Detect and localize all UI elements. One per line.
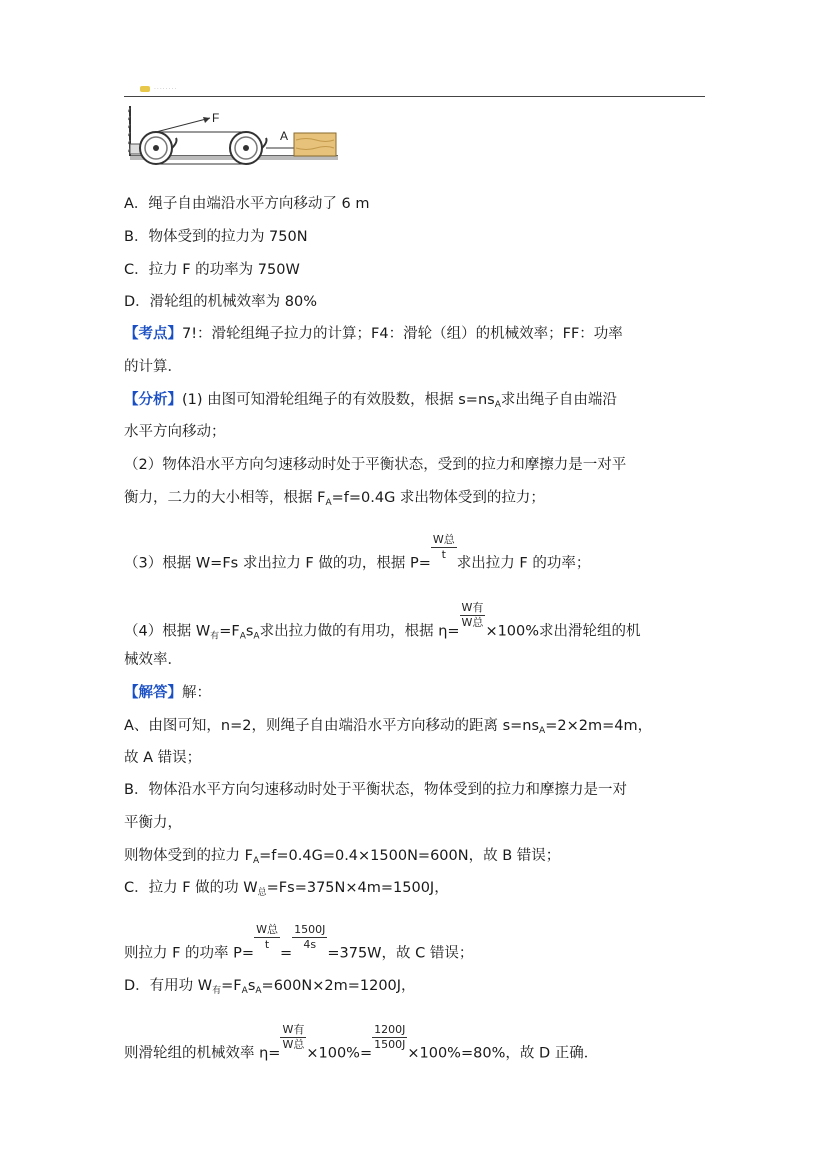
logo-icon	[140, 86, 150, 92]
option-d: D．滑轮组的机械效率为 80%	[124, 294, 318, 310]
fenxi-line-4: 衡力，二力的大小相等，根据 $F_A=f=0.4G$ 求出物体受到的拉力；	[124, 490, 545, 508]
fenxi-line-6: （4）根据 $W_有=F_As_A$求出拉力做的有用功，根据 η= $\frac{\text{W有}}{\text{W总}}$ ×100%求出滑轮组的机	[124, 601, 641, 642]
header-logo	[140, 85, 177, 93]
wooden-block-icon	[294, 133, 336, 156]
force-label: F	[212, 111, 220, 125]
jieda-d-line-1: D．有用功 $W_有=F_As_A=600N\times 2m=1200J$，	[124, 978, 416, 996]
jieda-a-line-2: 故 A 错误；	[124, 750, 202, 766]
logo-text: ········	[154, 85, 178, 93]
jieda-d-line-2: 则滑轮组的机械效率 η= $\frac{\text{W有}}{\text{W总}}$ ×100%= $\frac{1200J}{1500J}$ ×100%=80%，故 D 正确．	[124, 1023, 599, 1062]
fraction-efficiency: $\frac{\text{W有}}{\text{W总}}$	[461, 601, 484, 629]
kaodian-line-1: 【考点】7!：滑轮组绳子拉力的计算；F4：滑轮（组）的机械效率；FF：功率	[124, 326, 623, 342]
jieda-b-line-2: 平衡力，	[124, 815, 182, 831]
fraction-power-numeric: $\frac{1500J}{4s}$	[294, 923, 326, 951]
option-c: C．拉力 F 的功率为 750W	[124, 262, 300, 278]
kaodian-tag: 【考点】	[124, 326, 182, 342]
option-a: A．绳子自由端沿水平方向移动了 6 m	[124, 196, 370, 212]
fraction-power-symbolic: $\frac{\text{W总}}{t}$	[256, 923, 278, 951]
kaodian-line-2: 的计算．	[124, 359, 182, 375]
fraction-power: $\frac{\text{W总}}{t}$	[432, 533, 455, 561]
jieda-line-1: 【解答】解：	[124, 685, 211, 701]
jieda-b-line-1: B．物体沿水平方向匀速移动时处于平衡状态，物体受到的拉力和摩擦力是一对	[124, 782, 627, 798]
header-rule	[124, 96, 705, 97]
fenxi-line-2: 水平方向移动；	[124, 424, 226, 440]
fenxi-tag: 【分析】	[124, 392, 182, 408]
fenxi-line-3: （2）物体沿水平方向匀速移动时处于平衡状态，受到的拉力和摩擦力是一对平	[124, 457, 627, 473]
fraction-efficiency-symbolic: $\frac{\text{W有}}{\text{W总}}$	[282, 1023, 305, 1051]
object-label: A	[280, 129, 289, 143]
fraction-efficiency-numeric: $\frac{1200J}{1500J}$	[374, 1023, 406, 1051]
fenxi-line-7: 械效率．	[124, 652, 182, 668]
fenxi-line-1: 【分析】(1) 由图可知滑轮组绳子的有效股数，根据 $s=ns_A$求出绳子自由端沿	[124, 392, 617, 410]
jieda-c-line-1: C．拉力 F 做的功 $W_总=Fs=375N\times 4m=1500J$，	[124, 880, 449, 898]
fenxi-line-5: （3）根据 W=Fs 求出拉力 F 做的功，根据 P= $\frac{\text{W总}}{t}$ 求出拉力 F 的功率；	[124, 533, 591, 572]
force-arrow-icon	[203, 117, 210, 123]
option-b: B．物体受到的拉力为 750N	[124, 229, 308, 245]
jieda-a-line-1: A、由图可知，n=2，则绳子自由端沿水平方向移动的距离 $s=ns_A=2\times 2m=4m$，	[124, 718, 653, 736]
jieda-c-line-2: 则拉力 F 的功率 P= $\frac{\text{W总}}{t}$ = $\frac{1500J}{4s}$ =375W，故 C 错误；	[124, 923, 474, 962]
jieda-tag: 【解答】	[124, 685, 182, 701]
jieda-b-line-3: 则物体受到的拉力 $F_A=f=0.4G=0.4\times 1500N=600N$，故 B 错误；	[124, 848, 561, 866]
pulley-figure	[128, 104, 343, 174]
